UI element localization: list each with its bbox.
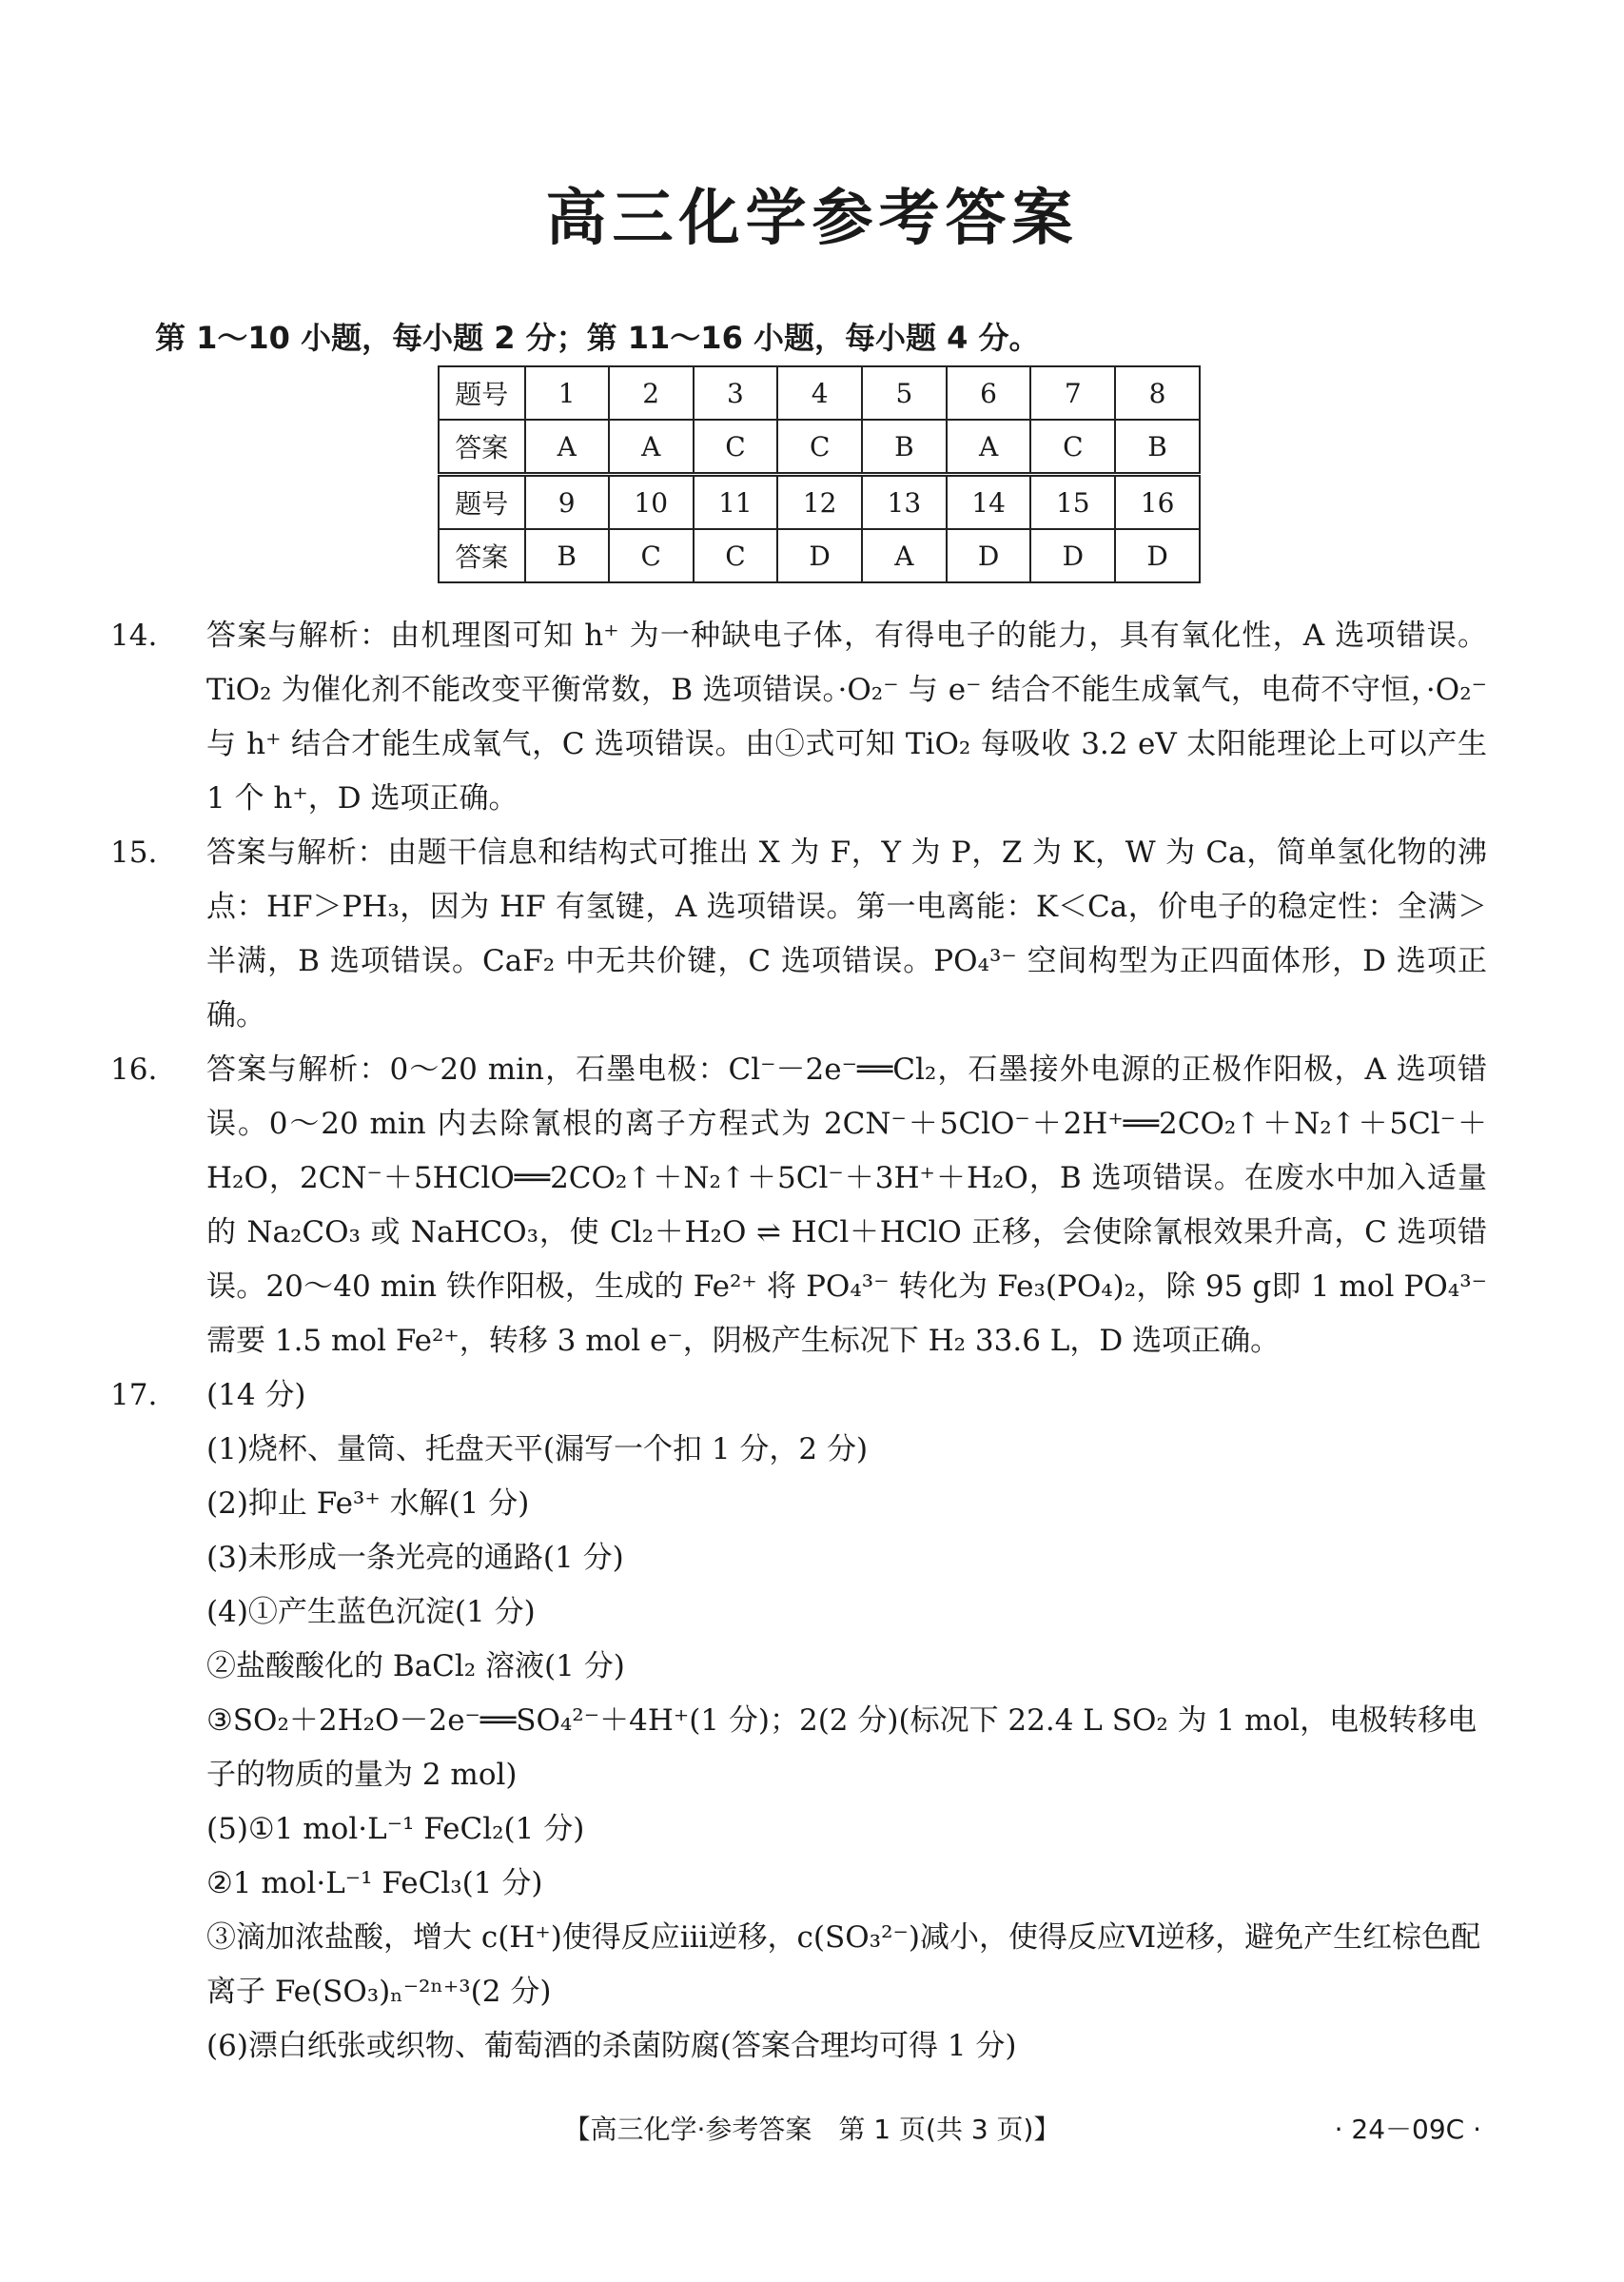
row-label-answer: 答案 xyxy=(439,420,525,475)
question-number: 4 xyxy=(777,366,862,420)
q17-part-5-3: ③滴加浓盐酸，增大 c(H⁺)使得反应ⅲ逆移，c(SO₃²⁻)减小，使得反应Ⅵ逆移，避免产生红棕色配离子 Fe(SO₃)ₙ⁻²ⁿ⁺³(2 分) xyxy=(206,1920,1481,2009)
question-number: 9 xyxy=(525,475,609,530)
answer-cell: C xyxy=(609,529,694,582)
answer-cell: B xyxy=(1115,420,1200,475)
question-number: 10 xyxy=(609,475,694,530)
question-16 xyxy=(110,1043,1487,1368)
question-number: 15 xyxy=(1030,475,1115,530)
row-label-answer: 答案 xyxy=(439,529,525,582)
answer-cell: D xyxy=(777,529,862,582)
answer-cell: A xyxy=(525,420,609,475)
question-number: 16 xyxy=(1115,475,1200,530)
table-row-numbers-1 xyxy=(439,366,1200,420)
question-15 xyxy=(110,826,1487,1043)
question-number: 11 xyxy=(694,475,778,530)
footer-code: · 24－09C · xyxy=(1334,2114,1481,2145)
explanations xyxy=(110,609,1487,2074)
answer-cell: D xyxy=(947,529,1031,582)
row-label-question: 题号 xyxy=(439,366,525,420)
question-number: 14 xyxy=(947,475,1031,530)
question-number: 7 xyxy=(1030,366,1115,420)
question-number: 13 xyxy=(862,475,947,530)
answer-table xyxy=(438,365,1201,583)
table-row-answers-1 xyxy=(439,420,1200,475)
q17-part-2: (2)抑止 Fe³⁺ 水解(1 分) xyxy=(206,1486,530,1521)
answer-cell: A xyxy=(609,420,694,475)
answer-cell: C xyxy=(777,420,862,475)
answer-cell: A xyxy=(947,420,1031,475)
question-number: 12 xyxy=(777,475,862,530)
scoring-note: 第 1～10 小题，每小题 2 分；第 11～16 小题，每小题 4 分。 xyxy=(155,320,1040,356)
table-row-numbers-2 xyxy=(439,475,1200,530)
page-title: 高三化学参考答案 xyxy=(545,184,1079,254)
q17-part-4-1: (4)①产生蓝色沉淀(1 分) xyxy=(206,1595,536,1629)
question-14 xyxy=(110,609,1487,826)
answer-cell: D xyxy=(1030,529,1115,582)
q17-part-4-3: ③SO₂＋2H₂O－2e⁻══SO₄²⁻＋4H⁺(1 分)；2(2 分)(标况下 22.4 L SO₂ 为 1 mol，电极转移电子的物质的量为 2 mol) xyxy=(206,1703,1477,1792)
answer-cell: C xyxy=(1030,420,1115,475)
q17-part-6: (6)漂白纸张或织物、葡萄酒的杀菌防腐(答案合理均可得 1 分) xyxy=(206,2029,1017,2063)
question-number: 5 xyxy=(862,366,947,420)
question-15-text: 答案与解析：由题干信息和结构式可推出 X 为 F，Y 为 P，Z 为 K，W 为 Ca，简单氢化物的沸点：HF＞PH₃，因为 HF 有氢键，A 选项错误。第一电离能：K＜Ca，价电子的稳定性：全满＞半满，B 选项错误。CaF₂ 中无共价键，C 选项错误。PO₄³⁻ 空间构型为正四面体形，D 选项正确。 xyxy=(206,836,1487,1033)
row-label-question: 题号 xyxy=(439,475,525,530)
q17-part-5-1: (5)①1 mol·L⁻¹ FeCl₂(1 分) xyxy=(206,1812,585,1846)
table-row-answers-2 xyxy=(439,529,1200,582)
answer-cell: B xyxy=(525,529,609,582)
answer-cell: D xyxy=(1115,529,1200,582)
q17-part-3: (3)未形成一条光亮的通路(1 分) xyxy=(206,1541,624,1575)
question-number: 2 xyxy=(609,366,694,420)
question-17 xyxy=(110,1368,1487,1423)
answer-cell: A xyxy=(862,529,947,582)
question-17-header: (14 分) xyxy=(206,1378,306,1412)
q17-part-4-2: ②盐酸酸化的 BaCl₂ 溶液(1 分) xyxy=(206,1649,625,1683)
footer-page-info: 【高三化学·参考答案 第 1 页(共 3 页)】 xyxy=(563,2114,1061,2145)
question-number: 6 xyxy=(947,366,1031,420)
answer-cell: B xyxy=(862,420,947,475)
question-number: 3 xyxy=(694,366,778,420)
question-16-text: 答案与解析：0～20 min，石墨电极：Cl⁻－2e⁻══Cl₂，石墨接外电源的正极作阳极，A 选项错误。0～20 min 内去除氰根的离子方程式为 2CN⁻＋5ClO⁻＋2H⁺══2CO₂↑＋N₂↑＋5Cl⁻＋H₂O，2CN⁻＋5HClO══2CO₂↑＋N₂↑＋5Cl⁻＋3H⁺＋H₂O，B 选项错误。在废水中加入适量的 Na₂CO₃ 或 NaHCO₃，使 Cl₂＋H₂O ⇌ HCl＋HClO 正移，会使除氰根效果升高，C 选项错误。20～40 min 铁作阳极，生成的 Fe²⁺ 将 PO₄³⁻ 转化为 Fe₃(PO₄)₂，除 95 g即 1 mol PO₄³⁻ 需要 1.5 mol Fe²⁺，转移 3 mol e⁻，阴极产生标况下 H₂ 33.6 L，D 选项正确。 xyxy=(206,1052,1487,1358)
question-number: 1 xyxy=(525,366,609,420)
question-number-14: 14. xyxy=(110,619,158,653)
q17-part-1: (1)烧杯、量筒、托盘天平(漏写一个扣 1 分，2 分) xyxy=(206,1432,869,1466)
q17-part-5-2: ②1 mol·L⁻¹ FeCl₃(1 分) xyxy=(206,1866,543,1900)
question-number: 8 xyxy=(1115,366,1200,420)
question-number-17: 17. xyxy=(110,1378,158,1412)
answer-cell: C xyxy=(694,529,778,582)
question-number-15: 15. xyxy=(110,836,158,870)
question-number-16: 16. xyxy=(110,1052,158,1087)
question-14-text: 答案与解析：由机理图可知 h⁺ 为一种缺电子体，有得电子的能力，具有氧化性，A 选项错误。TiO₂ 为催化剂不能改变平衡常数，B 选项错误。·O₂⁻ 与 e⁻ 结合不能生成氧气，电荷不守恒，·O₂⁻ 与 h⁺ 结合才能生成氧气，C 选项错误。由①式可知 TiO₂ 每吸收 3.2 eV 太阳能理论上可以产生 1 个 h⁺，D 选项正确。 xyxy=(206,619,1487,816)
answer-cell: C xyxy=(694,420,778,475)
